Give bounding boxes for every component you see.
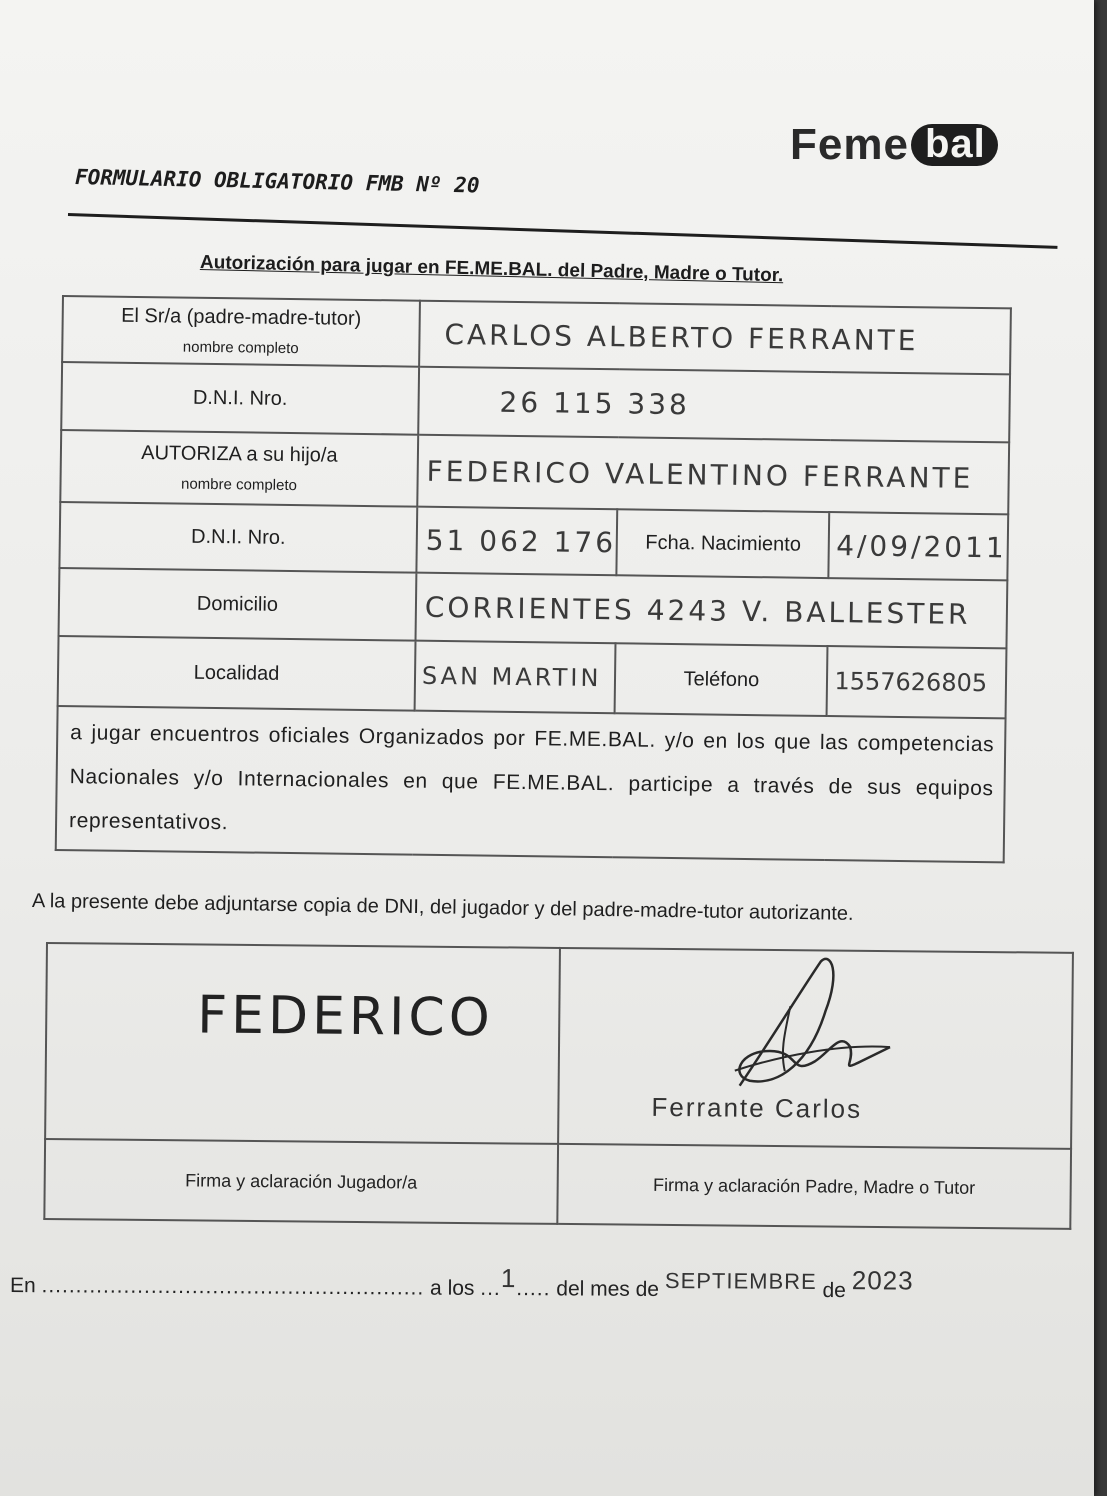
row-locality bbox=[58, 636, 1007, 718]
phone-field[interactable]: 1557626805 bbox=[827, 646, 1006, 718]
row-child-dni bbox=[59, 502, 1008, 580]
footer-day-dots: ... bbox=[480, 1276, 501, 1300]
row-address bbox=[59, 568, 1008, 648]
attachment-note: A la presente debe adjuntarse copia de DNI, del jugador y del padre-madre-tutor autorizante. bbox=[31, 890, 854, 925]
player-signature-caption: Firma y aclaración Jugador/a bbox=[44, 1139, 558, 1224]
footer-a-los-label: a los bbox=[430, 1276, 475, 1300]
footer-day-dots-after: ..... bbox=[516, 1277, 551, 1301]
child-dni-label: D.N.I. Nro. bbox=[59, 502, 417, 573]
signature-table bbox=[43, 942, 1074, 1230]
parent-dni-field[interactable]: 26 115 338 bbox=[418, 367, 1010, 443]
child-sublabel: nombre completo bbox=[180, 475, 298, 495]
child-name-field[interactable]: FEDERICO VALENTINO FERRANTE bbox=[417, 435, 1009, 515]
locality-label: Localidad bbox=[58, 636, 416, 711]
player-signature: FEDERICO bbox=[197, 985, 494, 1049]
footer-month-field[interactable]: SEPTIEMBRE bbox=[664, 1268, 817, 1294]
parent-sublabel: nombre completo bbox=[182, 338, 299, 358]
parent-clarification: Ferrante Carlos bbox=[651, 1091, 863, 1124]
footer-place-field[interactable]: ........................................................ bbox=[41, 1274, 425, 1300]
row-child-name bbox=[60, 430, 1009, 514]
footer-day-field[interactable]: 1 bbox=[500, 1262, 517, 1294]
row-parent-name bbox=[62, 296, 1011, 374]
child-label-cell bbox=[60, 430, 418, 507]
birth-date-label: Fcha. Nacimiento bbox=[617, 509, 830, 578]
form-title: FORMULARIO OBLIGATORIO FMB Nº 20 bbox=[74, 165, 480, 198]
footer-en-label: En bbox=[9, 1274, 36, 1298]
footer-del-mes-label: del mes de bbox=[556, 1277, 660, 1301]
row-parent-dni bbox=[61, 362, 1010, 442]
birth-date-field[interactable]: 4/09/2011 bbox=[829, 512, 1008, 580]
parent-label: El Sr/a (padre-madre-tutor) bbox=[121, 304, 362, 330]
logo-pill: bal bbox=[911, 124, 998, 166]
phone-label: Teléfono bbox=[615, 643, 828, 716]
date-footer bbox=[9, 1262, 914, 1305]
authorize-label: AUTORIZA a su hijo/a bbox=[141, 442, 338, 467]
parent-signature-box[interactable] bbox=[558, 948, 1073, 1149]
femebal-logo bbox=[790, 120, 998, 170]
child-dni-field[interactable]: 51 062 176 bbox=[416, 507, 617, 576]
address-label: Domicilio bbox=[59, 568, 417, 641]
footer-de-label: de bbox=[822, 1278, 846, 1303]
address-field[interactable]: CORRIENTES 4243 V. BALLESTER bbox=[415, 573, 1007, 649]
header-rule bbox=[68, 213, 1058, 249]
footer-year-field[interactable]: 2023 bbox=[851, 1265, 914, 1296]
authorization-paragraph: a jugar encuentros oficiales Organizados por FE.ME.BAL. y/o en los que las competencias Nacionales y/o Internacionales en que FE.ME.BAL. participe a través de sus equipos representativos. bbox=[56, 706, 1006, 862]
row-paragraph bbox=[56, 706, 1006, 862]
parent-label-cell bbox=[62, 296, 420, 367]
form-subtitle: Autorización para jugar en FE.ME.BAL. del Padre, Madre o Tutor. bbox=[199, 252, 784, 287]
parent-dni-label: D.N.I. Nro. bbox=[61, 362, 419, 435]
logo-text: Feme bbox=[790, 120, 909, 169]
parent-signature-caption: Firma y aclaración Padre, Madre o Tutor bbox=[557, 1144, 1071, 1229]
locality-field[interactable]: SAN MARTIN bbox=[415, 641, 616, 714]
parent-name-field[interactable]: CARLOS ALBERTO FERRANTE bbox=[419, 301, 1011, 375]
authorization-table bbox=[55, 295, 1012, 863]
parent-signature-scribble bbox=[640, 950, 901, 1102]
player-signature-box[interactable] bbox=[45, 943, 560, 1144]
